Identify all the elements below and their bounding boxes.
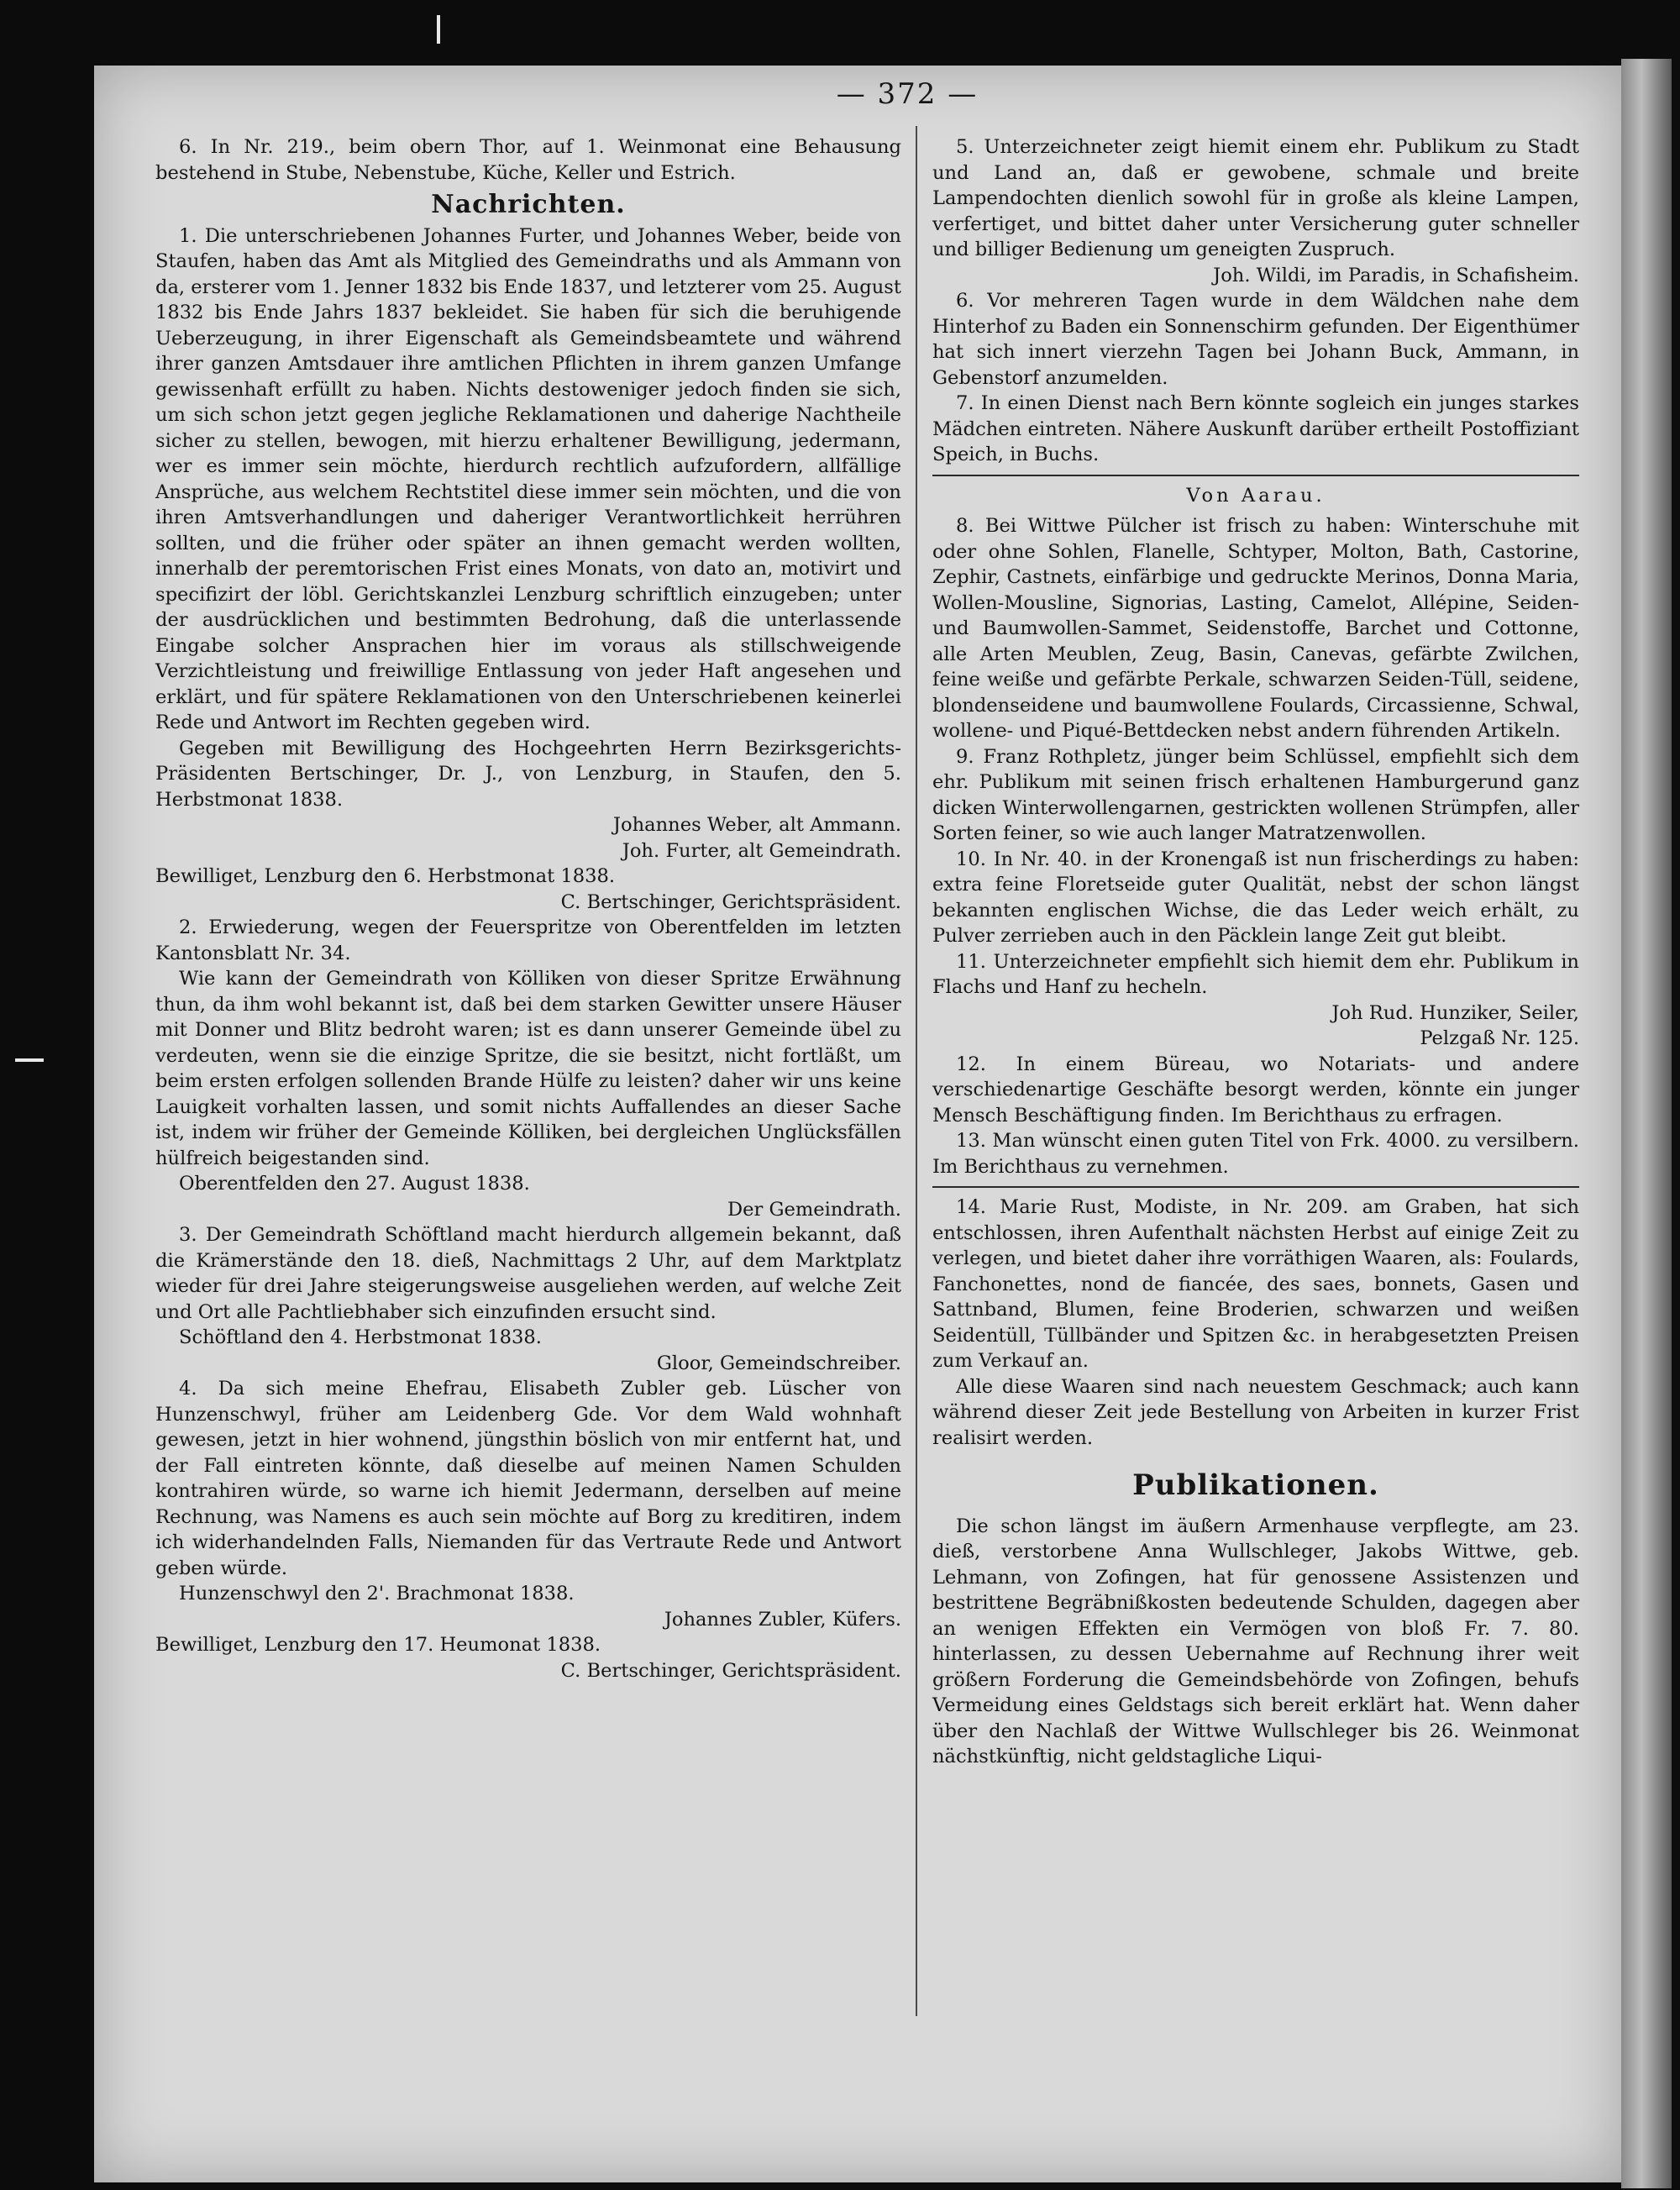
notice-3-text: 3. Der Gemeindrath Schöftland macht hierdurch allgemein bekannt, daß die Krämerstände den 18. dieß, Nachmittags 2 Uhr, auf dem Marktplatz wieder für drei Jahre steigerungsweise ausgeliehen werden, auf welche Zeit und Ort alle Pachtliebhaber sich einzufinden ersucht sind.: [155, 1224, 901, 1323]
notice-6-text: 6. Vor mehreren Tagen wurde in dem Wäldchen nahe dem Hinterhof zu Baden ein Sonnenschirm gefunden. Der Eigenthümer hat sich innert vierzehn Tagen bei Johann Buck, Ammann, in Gebenstorf anzumelden.: [932, 290, 1579, 389]
notice-4-approved: Bewilliget, Lenzburg den 17. Heumonat 1838.: [155, 1634, 601, 1656]
notice-4-signature-bertschinger: C. Bertschinger, Gerichtspräsident.: [560, 1659, 901, 1682]
notice-11-text: 11. Unterzeichneter empfiehlt sich hiemit dem ehr. Publikum in Flachs und Hanf zu hecheln.: [932, 950, 1579, 998]
notice-4-signature-zubler: Johannes Zubler, Küfers.: [664, 1608, 901, 1631]
notice-3-date: Schöftland den 4. Herbstmonat 1838.: [179, 1326, 542, 1348]
section-heading-nachrichten: Nachrichten.: [431, 190, 626, 219]
subheading-von-aarau: Von Aarau.: [1186, 484, 1326, 507]
notice-5-text: 5. Unterzeichneter zeigt hiemit einem ehr. Publikum zu Stadt und Land an, daß er gewobene, schmale und breite Lampendochten dienlich sowohl für in große als kleine Lampen, verfertiget, und bittet daher unter Versicherung guter schneller und billiger Bedienung um geneigten Zuspruch.: [932, 136, 1579, 260]
notice-5-signature: Joh. Wildi, im Paradis, in Schafisheim.: [1213, 264, 1579, 286]
notice-6-rental: 6. In Nr. 219., beim obern Thor, auf 1. Weinmonat eine Behausung bestehend in Stube, Nebenstube, Küche, Keller und Estrich.: [155, 136, 901, 184]
section-rule-2: [932, 1186, 1579, 1188]
right-column: [932, 134, 1579, 1770]
page-number: — 372 —: [836, 77, 979, 111]
notice-11-signature: Joh Rud. Hunziker, Seiler,: [1331, 1001, 1579, 1024]
notice-1-approved: Bewilliget, Lenzburg den 6. Herbstmonat 1838.: [155, 865, 616, 887]
section-rule: [932, 475, 1579, 476]
notice-3-signature: Gloor, Gemeindschreiber.: [656, 1352, 901, 1374]
notice-13-text: 13. Man wünscht einen guten Titel von Frk. 4000. zu versilbern. Im Berichthaus zu vernehmen.: [932, 1130, 1579, 1178]
frame-mark-top: [437, 15, 440, 44]
notice-8-text: 8. Bei Wittwe Pülcher ist frisch zu haben: Winterschuhe mit oder ohne Sohlen, Flanelle, Schtyper, Molton, Bath, Castorine, Zephir, Castnets, einfärbige und gedruckte Merinos, Donna Maria, Wollen-Mousline, Signorias, Lasting, Camelot, Allépine, Seiden- und Baumwollen-Sammet, Seidenstoffe, Barchet und Cottonne, alle Arten Meublen, Zeug, Basin, Canevas, gefärbte Zwilchen, feine weiße und gefärbte Perkale, schwarzen Seiden-Tüll, seidene, blondenseidene und baumwollene Foulards, Circassienne, Schwal, wollene- und Piqué-Bettdecken nebst andern führenden Artikeln.: [932, 515, 1579, 742]
column-divider: [916, 126, 917, 2016]
notice-4-date: Hunzenschwyl den 2'. Brachmonat 1838.: [179, 1583, 575, 1604]
notice-2-signature: Der Gemeindrath.: [727, 1198, 901, 1221]
notice-1-signature-furter: Joh. Furter, alt Gemeindrath.: [622, 839, 901, 862]
notice-14-text-2: Alle diese Waaren sind nach neuestem Geschmack; auch kann während dieser Zeit jede Bestellung von Arbeiten in kurzer Frist realisirt werden.: [932, 1375, 1579, 1449]
page-edge: [1621, 59, 1672, 2188]
notice-2-title: 2. Erwiederung, wegen der Feuerspritze von Oberentfelden im letzten Kantonsblatt Nr. 34.: [155, 916, 901, 964]
publication-text: Die schon längst im äußern Armenhause verpflegte, am 23. dieß, verstorbene Anna Wullschleger, Jakobs Wittwe, geb. Lehmann, von Zofingen, hat für genossene Assistenzen und bestrittene Begräbnißkosten bedeutende Schulden, dagegen aber an wenigen Effekten ein Vermögen von bloß Fr. 7. 80. hinterlassen, zu dessen Uebernahme auf Rechnung ihrer weit größern Forderung die Gemeindsbehörde von Zofingen, behufs Vermeidung eines Geldstags sich bereit erklärt hat. Wenn daher über den Nachlaß der Wittwe Wullschleger bis 26. Weinmonat nächstkünftig, nicht geldstagliche Liqui-: [932, 1515, 1579, 1767]
notice-11-address: Pelzgaß Nr. 125.: [1420, 1027, 1579, 1049]
notice-14-text: 14. Marie Rust, Modiste, in Nr. 209. am Graben, hat sich entschlossen, ihren Aufenthalt nächsten Herbst auf einige Zeit zu verlegen, und bietet daher ihre vorräthigen Waaren, als: Foulards, Fanchonettes, nond de fiancée, des saes, bonnets, Gasen und Sattnband, Blumen, feine Broderien, schwarzen und weißen Seidentüll, Tüllbänder und Spitzen &c. in herabgesetzten Preisen zum Verkauf an.: [932, 1196, 1579, 1372]
notice-1-signature-weber: Johannes Weber, alt Ammann.: [612, 814, 901, 836]
notice-9-text: 9. Franz Rothpletz, jünger beim Schlüssel, empfiehlt sich dem ehr. Publikum mit seinen frisch erhaltenen Hamburgerund ganz dicken Winterwollengarnen, gestrickten wollenen Strümpfen, aller Sorten feiner, so wie auch langer Matratzenwollen.: [932, 745, 1579, 844]
notice-10-text: 10. In Nr. 40. in der Kronengaß ist nun frischerdings zu haben: extra feine Floretseide guter Qualität, nebst der schon längst bekannten englischen Wichse, die das Leder weich erhält, zu Pulver zerrieben auch in den Päcklein lange Zeit gut bleibt.: [932, 848, 1579, 947]
notice-12-text: 12. In einem Büreau, wo Notariats- und andere verschiedenartige Geschäfte besorgt werden, könnte ein junger Mensch Beschäftigung finden. Im Berichthaus zu erfragen.: [932, 1053, 1579, 1127]
frame-mark-left: [15, 1058, 44, 1062]
notice-7-text: 7. In einen Dienst nach Bern könnte sogleich ein junges starkes Mädchen eintreten. Nähere Auskunft darüber ertheilt Postoffiziant Speich, in Buchs.: [932, 392, 1579, 465]
notice-1-given: Gegeben mit Bewilligung des Hochgeehrten Herrn Bezirksgerichts-Präsidenten Bertschinger, Dr. J., von Lenzburg, in Staufen, den 5. Herbstmonat 1838.: [155, 737, 901, 811]
notice-4-text: 4. Da sich meine Ehefrau, Elisabeth Zubler geb. Lüscher von Hunzenschwyl, früher am Leidenberg Gde. Vor dem Wald wohnhaft gewesen, jetzt in hier wohnend, jüngsthin böslich von mir entfernt hat, und der Fall eintreten könnte, daß dieselbe auf meinen Namen Schulden kontrahiren würde, so warne ich hiemit Jedermann, derselben auf meine Rechnung, was Namens es auch sein möchte auf Borg zu kreditiren, indem ich widerhandelnden Falls, Niemanden für das Vertraute Rede und Antwort geben würde.: [155, 1378, 901, 1579]
section-heading-publikationen: Publikationen.: [1132, 1468, 1379, 1502]
notice-2-text: Wie kann der Gemeindrath von Kölliken von dieser Spritze Erwähnung thun, da ihm wohl bekannt ist, daß bei dem starken Gewitter unsere Häuser mit Donner und Blitz bedroht waren; ist es dann unserer Gemeinde übel zu verdeuten, wenn sie die einzige Spritze, die sie besitzt, nicht fortläßt, um beim ersten erfolgen sollenden Brande Hülfe zu leisten? daher wir uns keine Lauigkeit vorhalten lassen, und somit nichts Auffallendes an dieser Sache ist, indem wir früher der Gemeinde Kölliken, bei dergleichen Unglücksfällen hülfreich beigestanden sind.: [155, 968, 901, 1169]
notice-1-signature-bertschinger: C. Bertschinger, Gerichtspräsident.: [560, 890, 901, 913]
notice-2-date: Oberentfelden den 27. August 1838.: [179, 1173, 530, 1195]
left-column: [155, 134, 901, 1683]
notice-1-text: 1. Die unterschriebenen Johannes Furter, und Johannes Weber, beide von Staufen, haben das Amt als Mitglied des Gemeindraths und als Ammann von da, ersterer vom 1. Jenner 1832 bis Ende 1837, und letzterer vom 25. August 1832 bis Ende Jahrs 1837 bekleidet. Sie haben für sich die beruhigende Ueberzeugung, in ihrer Eigenschaft als Gemeindsbeamtete und während ihrer ganzen Amtsdauer ihre amtlichen Pflichten in ihrem ganzen Umfange gewissenhaft erfüllt zu haben. Nichts destoweniger jedoch finden sie sich, um sich schon jetzt gegen jegliche Reklamationen und daherige Nachtheile sicher zu stellen, bewogen, mit hierzu erhaltener Bewilligung, jedermann, wer es immer sein möchte, hierdurch rechtlich aufzufordern, allfällige Ansprüche, aus welchem Rechtstitel diese immer sein möchten, und die von ihren Amtsverhandlungen und daheriger Verantwortlichkeit herrühren sollten, und die früher oder später an ihnen gemacht werden wollten, innerhalb der peremtorischen Frist eines Monats, von dato an, motivirt und specifizirt der löbl. Gerichtskanzlei Lenzburg schriftlich einzugeben; unter der ausdrücklichen und bestimmten Bedrohung, daß die unterlassende Eingabe solcher Ansprachen hier im voraus als stillschweigende Verzichtleistung und freiwillige Entlassung von jeder Haft angesehen und erklärt, und für spätere Reklamationen von den Unterschriebenen keinerlei Rede und Antwort im Rechten gegeben wird.: [155, 224, 901, 733]
